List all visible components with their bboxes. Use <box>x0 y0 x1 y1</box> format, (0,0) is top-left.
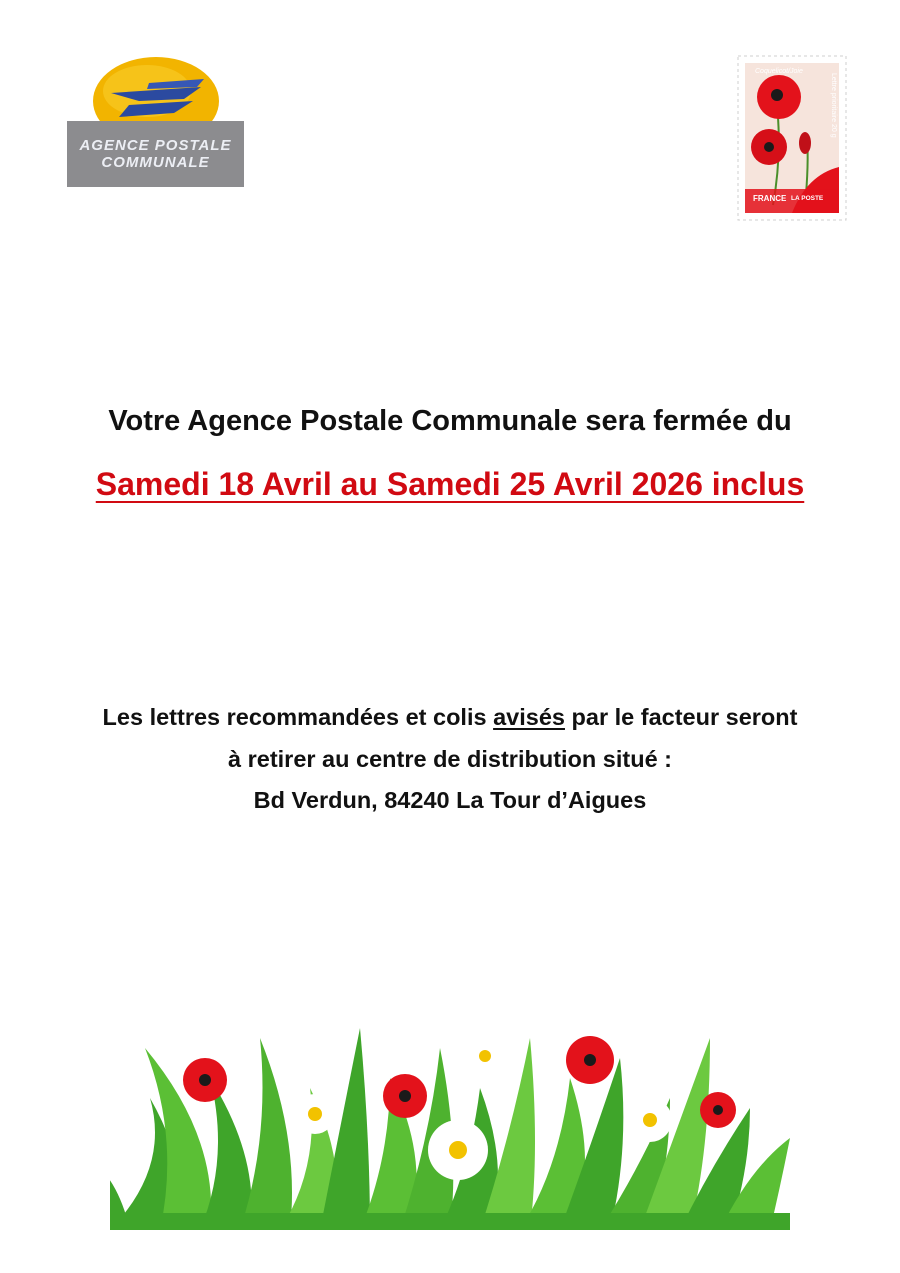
logo-plate <box>67 121 244 187</box>
info-text-b: par le facteur seront <box>564 704 798 730</box>
flower-meadow-illustration <box>110 1018 790 1230</box>
logo-text-line1: AGENCE POSTALE <box>79 137 232 154</box>
stamp-country: FRANCE <box>753 194 787 203</box>
closure-headline: Votre Agence Postale Communale sera fermée du <box>108 405 792 437</box>
info-line-2: à retirer au centre de distribution situé : <box>228 746 672 772</box>
logo-text-line2: COMMUNALE <box>101 154 210 171</box>
stamp-side-label: Lettre prioritaire 20 g <box>830 73 837 138</box>
info-text-a: Les lettres recommandées et colis <box>102 704 494 730</box>
poppy-stamp <box>737 55 847 221</box>
info-emphasis: avisés <box>493 704 565 730</box>
stamp-brand: LA POSTE <box>791 195 824 202</box>
agence-postale-logo <box>67 55 244 187</box>
closure-dates: Samedi 18 Avril au Samedi 25 Avril 2026 inclus <box>95 466 805 502</box>
pickup-address: Bd Verdun, 84240 La Tour d’Aigues <box>253 787 647 813</box>
stamp-title: Coquelicot/Joie <box>755 68 803 75</box>
info-line-1 <box>0 704 900 731</box>
